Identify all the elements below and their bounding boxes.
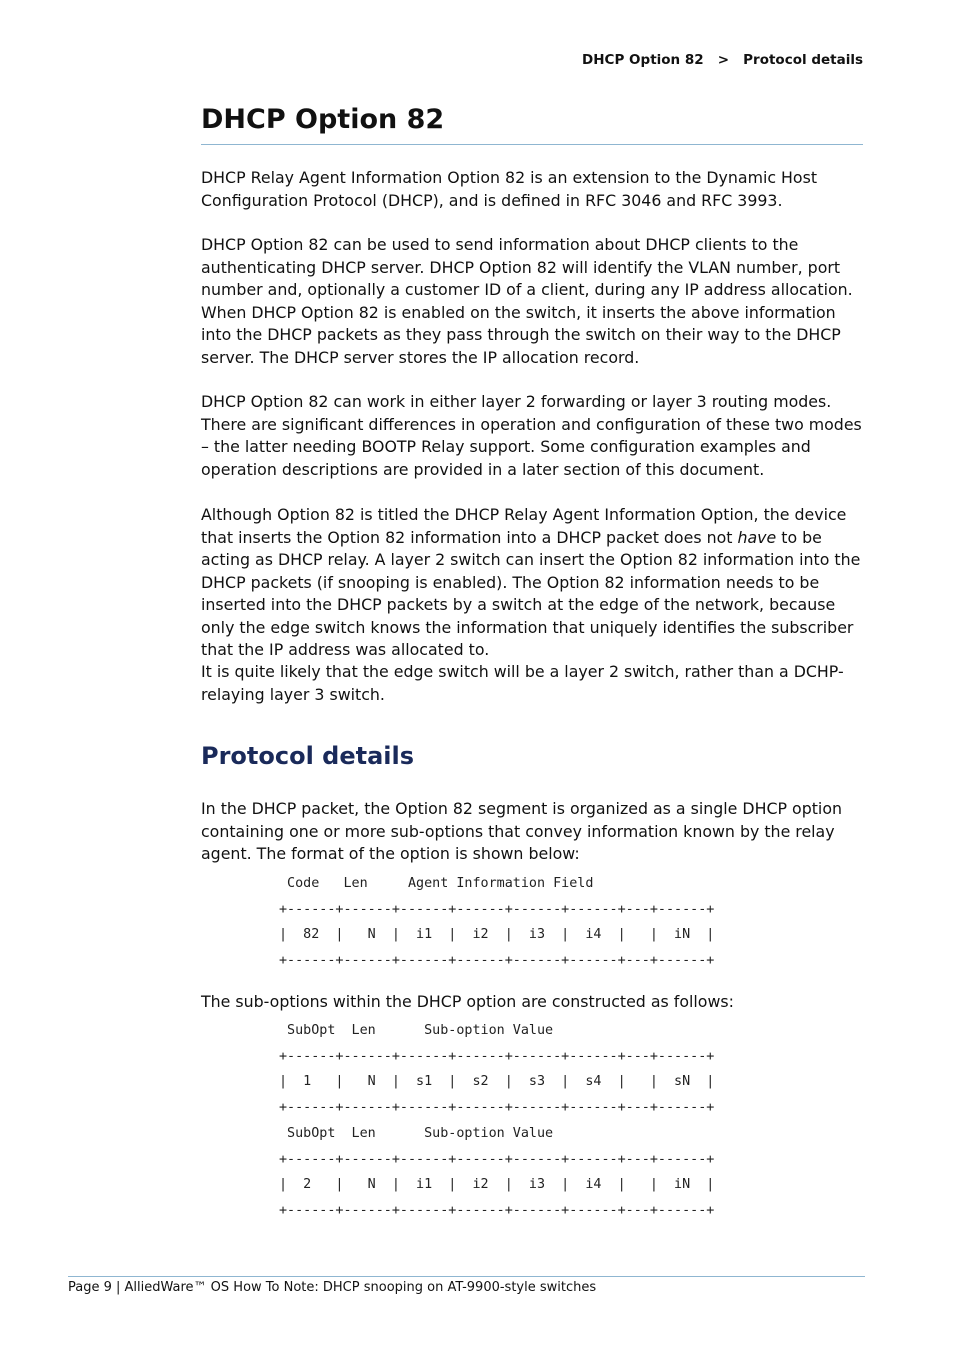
suboption2-row: | 2 | N | i1 | i2 | i3 | i4 | | iN |	[279, 1177, 715, 1192]
page-title: DHCP Option 82	[201, 104, 445, 135]
page-footer: Page 9 | AlliedWare™ OS How To Note: DHCP snooping on AT-9900-style switches	[68, 1280, 597, 1295]
suboption2-border-top: +------+------+------+------+------+------+---+------+	[279, 1152, 715, 1167]
suboption1-border-bottom: +------+------+------+------+------+------+---+------+	[279, 1100, 715, 1115]
suboption2-border-bottom: +------+------+------+------+------+------+---+------+	[279, 1203, 715, 1218]
option-format-border-top: +------+------+------+------+------+------+---+------+	[279, 902, 715, 917]
footer-divider	[68, 1276, 865, 1277]
suboption2-header: SubOpt Len Sub-option Value	[279, 1126, 554, 1141]
option-format-header: Code Len Agent Information Field	[279, 876, 594, 891]
suboption1-header: SubOpt Len Sub-option Value	[279, 1023, 554, 1038]
option-format-row: | 82 | N | i1 | i2 | i3 | i4 | | iN |	[279, 927, 715, 942]
paragraph-edge-text-after: to be acting as DHCP relay. A layer 2 switch can insert the Option 82 information into the DHCP packets (if snooping is enabled). The Option 82 information needs to be inserted into the DHCP packets by a switch at the edge of the network, because only the edge switch knows the information that uniquely identifies the subscriber that the IP address was allocated to.	[201, 527, 861, 659]
breadcrumb: DHCP Option 82 > Protocol details	[582, 52, 863, 68]
paragraph-edge-switch	[201, 504, 863, 662]
paragraph-layer2: It is quite likely that the edge switch will be a layer 2 switch, rather than a DCHP-relaying layer 3 switch.	[201, 662, 844, 704]
suboption1-border-top: +------+------+------+------+------+------+---+------+	[279, 1049, 715, 1064]
section-heading-protocol-details: Protocol details	[201, 742, 415, 770]
paragraph-modes: DHCP Option 82 can work in either layer 2 forwarding or layer 3 routing modes. There are significant differences in operation and configuration of these two modes – the latter needing BOOTP Relay support. Some configuration examples and operation descriptions are provided in a later section of this document.	[201, 392, 862, 479]
paragraph-suboptions-intro: The sub-options within the DHCP option are constructed as follows:	[201, 992, 734, 1011]
paragraph-intro: DHCP Relay Agent Information Option 82 is an extension to the Dynamic Host Configuration Protocol (DHCP), and is defined in RFC 3046 and RFC 3993.	[201, 168, 818, 210]
paragraph-usage: DHCP Option 82 can be used to send information about DHCP clients to the authenticating DHCP server. DHCP Option 82 will identify the VLAN number, port number and, optionally a customer ID of a client, during any IP address allocation. When DHCP Option 82 is enabled on the switch, it inserts the above information into the DHCP packets as they pass through the switch on their way to the DHCP server. The DHCP server stores the IP allocation record.	[201, 235, 853, 367]
paragraph-edge-text-before: Although Option 82 is titled the DHCP Relay Agent Information Option, the device that inserts the Option 82 information into a DHCP packet does not	[201, 505, 847, 547]
paragraph-protocol-intro: In the DHCP packet, the Option 82 segment is organized as a single DHCP option containing one or more sub-options that convey information known by the relay agent. The format of the option is shown below:	[201, 799, 842, 863]
title-divider	[201, 144, 863, 145]
suboption1-row: | 1 | N | s1 | s2 | s3 | s4 | | sN |	[279, 1074, 715, 1089]
option-format-border-bottom: +------+------+------+------+------+------+---+------+	[279, 953, 715, 968]
emphasis-have: have	[737, 527, 777, 547]
